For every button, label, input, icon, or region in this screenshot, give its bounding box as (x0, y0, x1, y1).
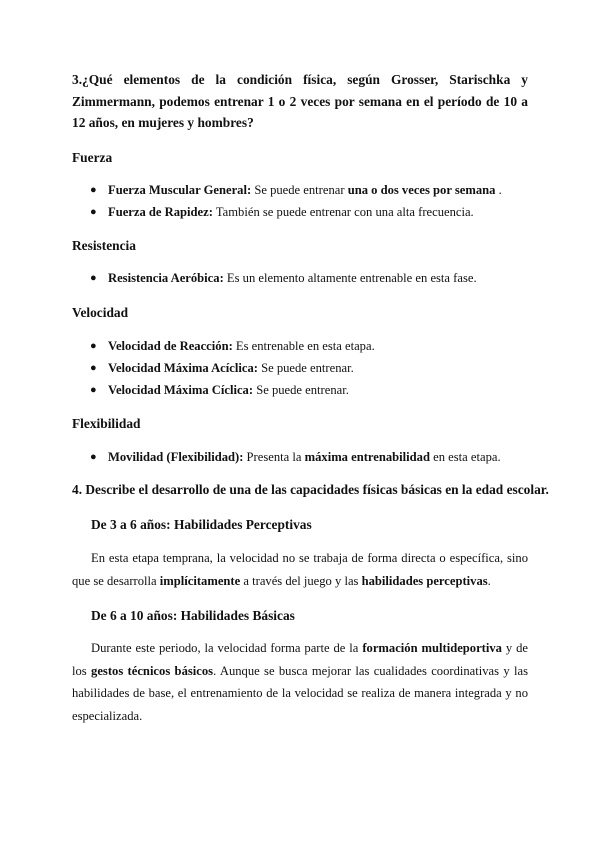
question-3: 3.¿Qué elementos de la condición física, según Grosser, Starischka y Zimmermann, podemos entrenar 1 o 2 veces por semana en el período de 10 a 12 años, en mujeres y hombres? (72, 72, 528, 130)
bullet-icon: ● (90, 184, 97, 196)
paragraph-stage-3-6: En esta etapa temprana, la velocidad no se trabaja de forma directa o específica, sino que se desarrolla implícitamente a través del juego y las habilidades perceptivas. (72, 551, 528, 588)
paragraph-stage-6-10: Durante este periodo, la velocidad forma parte de la formación multideportiva y de los gestos técnicos básicos. Aunque se busca mejorar las cualidades coordinativas y las habilidades de base, el entrenamiento de la velocidad se realiza de manera integrada y no especializada. (72, 641, 528, 723)
bullet-icon: ● (90, 340, 97, 352)
bullet-icon: ● (90, 384, 97, 396)
heading-velocidad: Velocidad (72, 305, 129, 320)
heading-flexibilidad: Flexibilidad (72, 416, 141, 431)
document-page: 3.¿Qué elementos de la condición física, según Grosser, Starischka y Zimmermann, podemos entrenar 1 o 2 veces por semana en el período de 10 a 12 años, en mujeres y hombres? Fuerza ● Fuerza Muscular General: Se puede entrenar una o dos veces por semana . ● Fuerza de Rapidez: También se puede entrenar con una alta frecuencia. Resistencia ● Resistencia Aeróbica: Es un elemento altamente entrenable en esta fase. Velocidad ● Velocidad de Reacción: Es entrenable en esta etapa. ● Velocidad Máxima Acíclica: Se puede entrenar. ● Velocidad Máxima Cíclica: Se puede entrenar. Flexibilidad ● Movilidad (Flexibilidad): Presenta la máxima entrenabilidad en esta etapa. 4. Describe el desarrollo de una de las capacidades físicas básicas en la edad escolar. De 3 a 6 años: Habilidades Perceptivas En esta etapa temprana, la velocidad no se trabaja de forma directa o específica, sino que se desarrolla implícitamente a través del juego y las habilidades perceptivas. De 6 a 10 años: Habilidades Básicas Durante este periodo, la velocidad forma parte de la formación multideportiva y de los gestos técnicos básicos. Aunque se busca mejorar las cualidades coordinativas y las habilidades de base, el entrenamiento de la velocidad se realiza de manera integrada y no especializada. (0, 0, 600, 848)
bullet-icon: ● (90, 206, 97, 218)
stage-heading-6-10: De 6 a 10 años: Habilidades Básicas (91, 608, 295, 623)
stage-heading-3-6: De 3 a 6 años: Habilidades Perceptivas (91, 517, 312, 532)
question-4: 4. Describe el desarrollo de una de las capacidades físicas básicas en la edad escolar. (72, 482, 549, 497)
heading-fuerza: Fuerza (72, 150, 113, 165)
bullet-icon: ● (90, 451, 97, 463)
bullet-icon: ● (90, 362, 97, 374)
heading-resistencia: Resistencia (72, 238, 136, 253)
bullet-icon: ● (90, 272, 97, 284)
